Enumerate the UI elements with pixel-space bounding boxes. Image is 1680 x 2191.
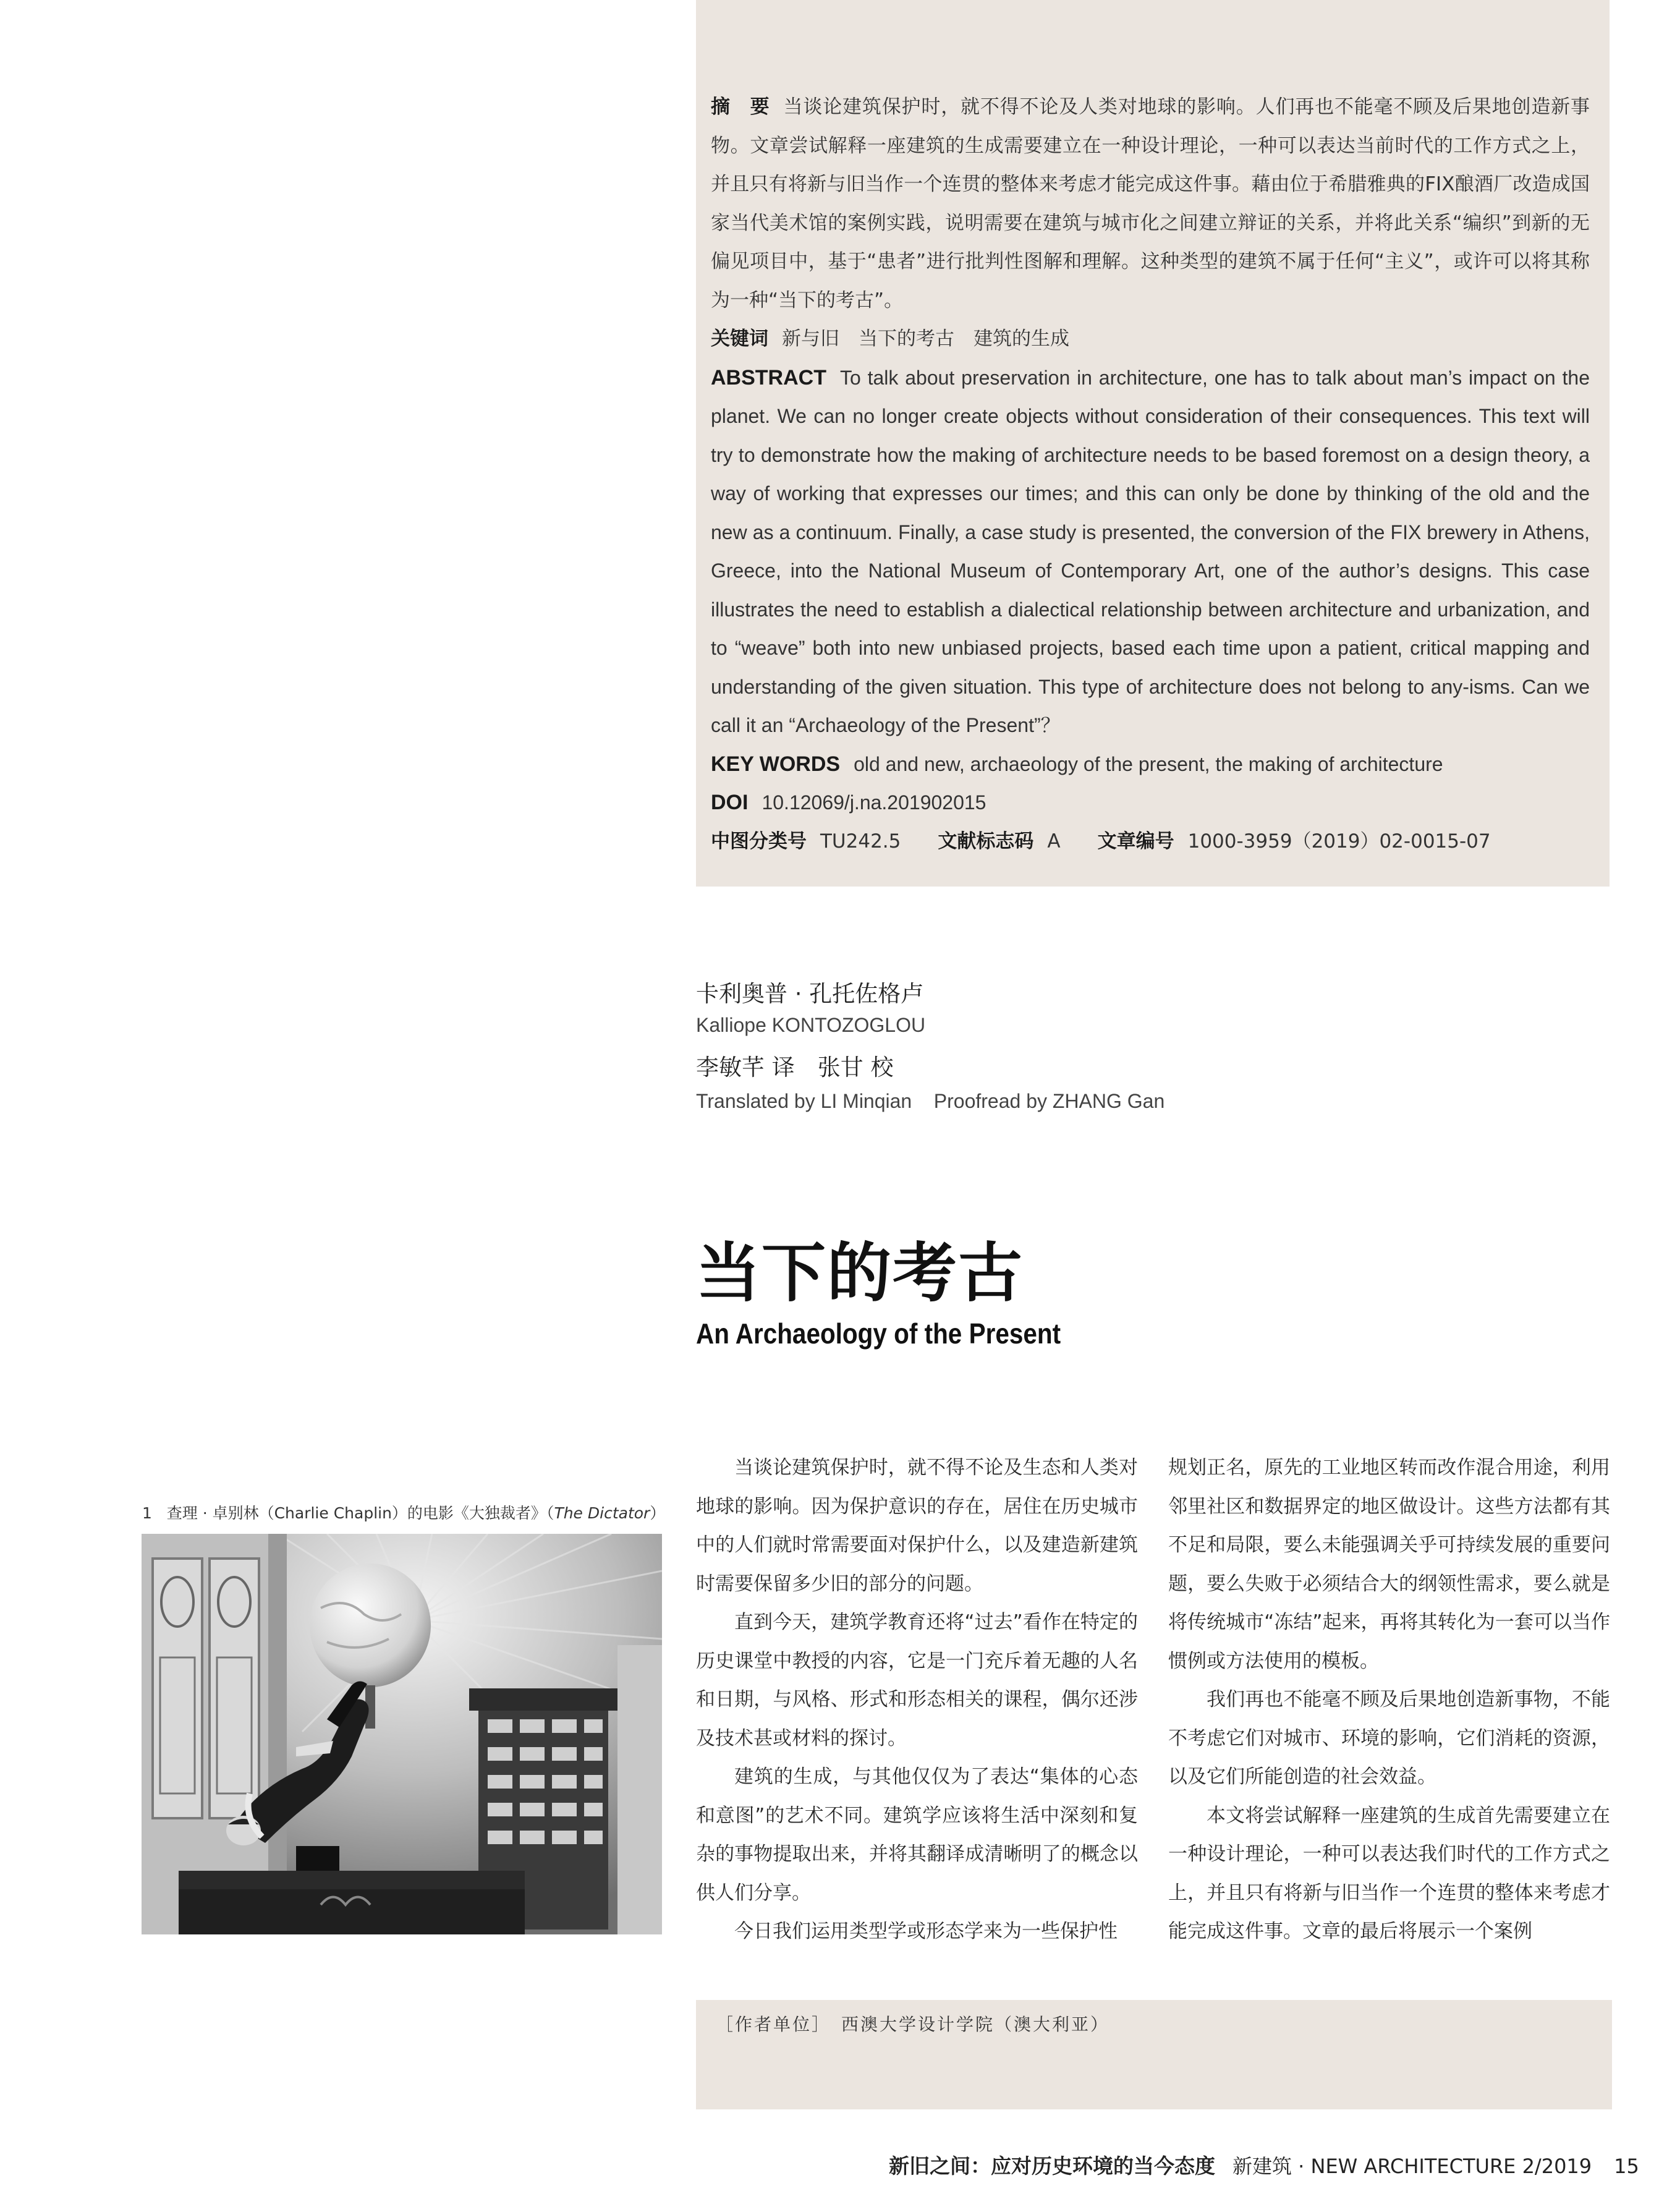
doc-code-label: 文献标志码 bbox=[938, 830, 1034, 853]
translator-cn: 李敏芊 译 张甘 校 bbox=[696, 1054, 894, 1081]
clc-value: TU242.5 bbox=[820, 830, 901, 853]
running-footer bbox=[889, 2150, 1639, 2179]
page-number: 15 bbox=[1614, 2155, 1639, 2178]
abstract-en-text: To talk about preservation in architecture, one has to talk about man’s impact on the planet. We can no longer create objects without consideration of their consequences. This text will try to demonstrate how the making of architecture needs to be based foremost on a design theory, a way of working that expresses our times; and this can only be done by thinking of the old and the new as a continuum. Finally, a case study is presented, the conversion of the FIX brewery in Athens, Greece, into the National Museum of Contemporary Art, one of the author’s designs. This case illustrates the need to establish a dialectical relationship between architecture and urbanization, and to “weave” both into new unbiased projects, based each time upon a patient, critical mapping and understanding of the given situation. This type of architecture does not belong to any-isms. Can we call it an “Archaeology of the Present”？ bbox=[711, 366, 1590, 736]
body-paragraph: 建筑的生成，与其他仅仅为了表达“集体的心态和意图”的艺术不同。建筑学应该将生活中深刻和复杂的事物提取出来，并将其翻译成清晰明了的概念以供人们分享。 bbox=[696, 1766, 1138, 1904]
film-still-illustration bbox=[142, 1534, 662, 1934]
clc-label: 中图分类号 bbox=[711, 830, 807, 853]
body-paragraph: 本文将尝试解释一座建筑的生成首先需要建立在一种设计理论，一种可以表达我们时代的工作方式之上，并且只有将新与旧当作一个连贯的整体来考虑才能完成这件事。文章的最后将展示一个案例 bbox=[1168, 1804, 1610, 1942]
abstract-en-label: ABSTRACT bbox=[711, 365, 826, 389]
abstract-en bbox=[711, 359, 1590, 745]
classification-line bbox=[711, 822, 1590, 861]
affiliation-box bbox=[696, 2000, 1612, 2109]
figure-caption-post: ） bbox=[650, 1504, 666, 1522]
body-paragraph: 今日我们运用类型学或形态学来为一些保护性 bbox=[734, 1920, 1118, 1942]
abstract-box bbox=[696, 0, 1610, 887]
figure-photo bbox=[142, 1534, 662, 1934]
title-en: An Archaeology of the Present bbox=[696, 1317, 1061, 1350]
body-column-left bbox=[696, 1449, 1138, 1951]
figure-caption-pre: 查理 · 卓别林（Charlie Chaplin）的电影《大独裁者》（ bbox=[166, 1504, 554, 1522]
footer-series-title: 新旧之间：应对历史环境的当今态度 bbox=[889, 2154, 1215, 2178]
body-paragraph: 当谈论建筑保护时，就不得不论及生态和人类对地球的影响。因为保护意识的存在，居住在历史城市中的人们就时常需要面对保护什么，以及建造新建筑时需要保留多少旧的部分的问题。 bbox=[696, 1457, 1138, 1595]
figure-number: 1 bbox=[142, 1504, 152, 1522]
keywords-cn-text: 新与旧 当下的考古 建筑的生成 bbox=[782, 328, 1069, 350]
body-paragraph: 我们再也不能毫不顾及后果地创造新事物，不能不考虑它们对城市、环境的影响，它们消耗的资源，以及它们所能创造的社会效益。 bbox=[1168, 1688, 1610, 1788]
abstract-cn-label: 摘 要 bbox=[711, 96, 770, 118]
keywords-en-label: KEY WORDS bbox=[711, 752, 841, 776]
abstract-cn bbox=[711, 88, 1590, 320]
doc-code-value: A bbox=[1047, 830, 1061, 853]
abstract-cn-text: 当谈论建筑保护时，就不得不论及人类对地球的影响。人们再也不能毫不顾及后果地创造新事物。文章尝试解释一座建筑的生成需要建立在一种设计理论，一种可以表达当前时代的工作方式之上，并且只有将新与旧当作一个连贯的整体来考虑才能完成这件事。藉由位于希腊雅典的FIX酿酒厂改造成国家当代美术馆的案例实践，说明需要在建筑与城市化之间建立辩证的关系，并将此关系“编织”到新的无偏见项目中，基于“患者”进行批判性图解和理解。这种类型的建筑不属于任何“主义”，或许可以将其称为一种“当下的考古”。 bbox=[711, 96, 1590, 312]
keywords-en bbox=[711, 745, 1590, 784]
keywords-cn-label: 关键词 bbox=[711, 328, 768, 350]
title-cn: 当下的考古 bbox=[696, 1235, 1024, 1311]
author-cn: 卡利奥普 · 孔托佐格卢 bbox=[696, 981, 924, 1007]
author-en: Kalliope KONTOZOGLOU bbox=[696, 1014, 926, 1036]
doi-label: DOI bbox=[711, 791, 749, 814]
abstract-content bbox=[711, 88, 1590, 861]
article-no-label: 文章编号 bbox=[1097, 830, 1174, 853]
affiliation-text: ［作者单位］ 西澳大学设计学院（澳大利亚） bbox=[716, 2014, 1110, 2035]
keywords-en-text: old and new, archaeology of the present, the making of architecture bbox=[854, 752, 1443, 775]
body-paragraph: 规划正名，原先的工业地区转而改作混合用途，利用邻里社区和数据界定的地区做设计。这些方法都有其不足和局限，要么未能强调关乎可持续发展的重要问题，要么失败于必须结合大的纲领性需求，要么就是将传统城市“冻结”起来，再将其转化为一套可以当作惯例或方法使用的模板。 bbox=[1168, 1457, 1610, 1672]
doi-text: 10.12069/j.na.201902015 bbox=[762, 791, 986, 814]
article-no-value: 1000-3959（2019）02-0015-07 bbox=[1187, 830, 1491, 853]
body-paragraph: 直到今天，建筑学教育还将“过去”看作在特定的历史课堂中教授的内容，它是一门充斥着无趣的人名和日期，与风格、形式和形态相关的课程，偶尔还涉及技术甚或材料的探讨。 bbox=[696, 1611, 1138, 1750]
footer-journal: 新建筑 · NEW ARCHITECTURE 2/2019 bbox=[1232, 2155, 1592, 2178]
body-column-right bbox=[1168, 1449, 1610, 1951]
translator-en: Translated by LI Minqian Proofread by ZHANG Gan bbox=[696, 1090, 1165, 1112]
keywords-cn bbox=[711, 320, 1590, 359]
doi-line bbox=[711, 783, 1590, 822]
figure-caption bbox=[142, 1501, 666, 1523]
figure-caption-italic: The Dictator bbox=[554, 1504, 650, 1522]
